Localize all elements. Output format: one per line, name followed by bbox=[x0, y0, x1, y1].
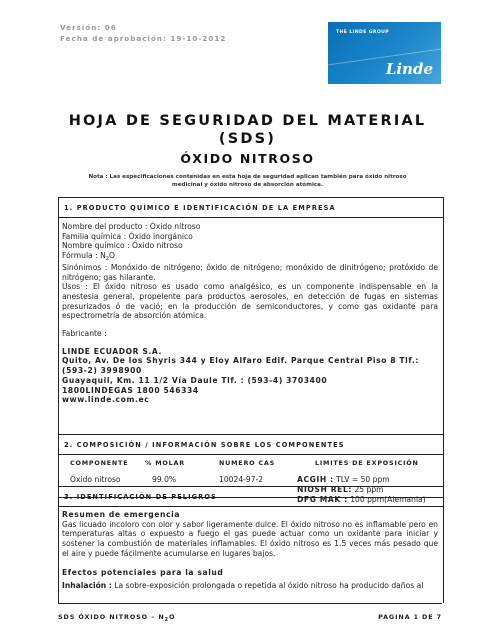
acgih-limit bbox=[297, 475, 426, 485]
formula-label: Fórmula : N bbox=[62, 251, 106, 261]
linde-logo bbox=[328, 22, 441, 84]
section-1-content bbox=[62, 222, 438, 405]
footer-page-number: PAGINA 1 DE 7 bbox=[378, 613, 442, 621]
footer-divider bbox=[58, 603, 442, 604]
emergency-summary-title: Resumen de emergencia bbox=[62, 510, 181, 519]
toll-free-phone: 1800LINDEGAS 1800 546334 bbox=[62, 385, 199, 395]
footer-left-subscript: 2 bbox=[164, 616, 169, 623]
section-3-content bbox=[62, 510, 438, 591]
health-effects-title: Efectos potenciales para la salud bbox=[62, 567, 224, 577]
acgih-label: ACGIH : bbox=[297, 475, 334, 484]
emergency-summary-text: Gas licuado incoloro con olor y sabor ligeramente dulce. El óxido nitroso no es inflamable pero en temperaturas altas o expuesto a fuego el gas puede actuar como un oxidante para iniciar y sostener la combustión de materiales inflamables. El óxido nitroso es 1.5 veces más pesado que el aire y puede fácilmente acumularse en lugares bajos. bbox=[62, 519, 438, 558]
niosh-label: NIOSH REL: bbox=[297, 485, 353, 494]
address-quito: Quito, Av. De los Shyris 344 y Eloy Alfaro Edif. Parque Central Piso 8 Tlf.: (593-2) 3998900 bbox=[62, 356, 419, 376]
component-cell: Óxido nitroso bbox=[70, 475, 121, 484]
footer-document-name bbox=[58, 613, 175, 621]
section-1-heading: 1. PRODUCTO QUÍMICO E IDENTIFICACIÓN DE LA EMPRESA bbox=[59, 198, 443, 218]
cas-cell: 10024-97-2 bbox=[219, 475, 264, 484]
molar-cell: 99.0% bbox=[152, 475, 177, 484]
footer-left-tail: O bbox=[168, 613, 176, 621]
manufacturer-label: Fabricante : bbox=[62, 329, 107, 339]
document-version-block bbox=[60, 22, 226, 44]
chemical-family-line: Familia química : Óxido inorgánico bbox=[62, 231, 193, 241]
inhalation-label: Inhalación : bbox=[62, 581, 112, 591]
approval-date: Fecha de aprobación: 19-10-2012 bbox=[60, 34, 227, 43]
document-title: HOJA DE SEGURIDAD DEL MATERIAL bbox=[68, 113, 427, 129]
chemical-name-line: Nombre químico : Óxido nitroso bbox=[62, 241, 183, 251]
column-header-component: COMPONENTE bbox=[70, 459, 129, 467]
company-name: LINDE ECUADOR S.A. bbox=[62, 346, 163, 356]
product-title: ÓXIDO NITROSO bbox=[180, 151, 315, 166]
formula-line bbox=[62, 251, 438, 263]
document-subtitle: (SDS) bbox=[218, 131, 277, 147]
column-header-exposure-limits: LIMITES DE EXPOSICIÓN bbox=[315, 459, 419, 467]
note-text: Nota : Las especificaciones contenidas en esta hoja de seguridad aplican también para óxido nitroso medicinal y óxido nitroso de absorción atómica. bbox=[88, 174, 407, 188]
footer-left-text: SDS ÓXIDO NITROSO – N bbox=[58, 613, 165, 621]
column-header-molar: % MOLAR bbox=[145, 459, 185, 467]
section-3-heading: 3. IDENTIFICACIÓN DE PELIGROS bbox=[59, 487, 443, 507]
section-2-heading: 2. COMPOSICIÓN / INFORMACIÓN SOBRE LOS COMPONENTES bbox=[59, 435, 443, 455]
niosh-value: 25 ppm bbox=[354, 485, 384, 494]
inhalation-text bbox=[62, 581, 438, 591]
synonyms-text: Sinónimos : Monóxido de nitrógeno; óxido de nitrógeno; monóxido de dinitrógeno; protóxido de nitrógeno; gas hilarante. bbox=[62, 262, 438, 282]
column-header-cas: NUMERO CAS bbox=[219, 459, 276, 467]
address-guayaquil: Guayaquil, Km. 11 1/2 Vía Daule Tlf. : (593-4) 3703400 bbox=[62, 375, 328, 385]
product-name-line: Nombre del producto : Óxido nitroso bbox=[62, 222, 201, 231]
uses-text: Usos : El óxido nitroso es usado como analgésico, es un componente indispensable en la anestesia general, propelente para productos aerosoles, en detección de fugas en sistemas presurizados ó de vació; en la producción de semiconductores, y como gas oxidante para espectrometría de absorción atómica. bbox=[62, 282, 438, 321]
dfg-label: DFG MAK : bbox=[297, 495, 348, 504]
website-link[interactable]: www.linde.com.ec bbox=[62, 395, 150, 405]
formula-subscript: 2 bbox=[105, 255, 109, 262]
version-label: Versión: 06 bbox=[60, 23, 117, 32]
inhalation-body: La sobre-exposición prolongada o repetida al óxido nitroso ha producido daños al bbox=[114, 581, 424, 591]
acgih-value: TLV = 50 ppm bbox=[336, 475, 390, 484]
formula-tail: O bbox=[108, 251, 115, 261]
logo-brand-text: Linde bbox=[385, 60, 433, 78]
dfg-value: 100 ppm(Alemania) bbox=[350, 495, 426, 504]
logo-group-text: THE LINDE GROUP bbox=[336, 30, 390, 35]
